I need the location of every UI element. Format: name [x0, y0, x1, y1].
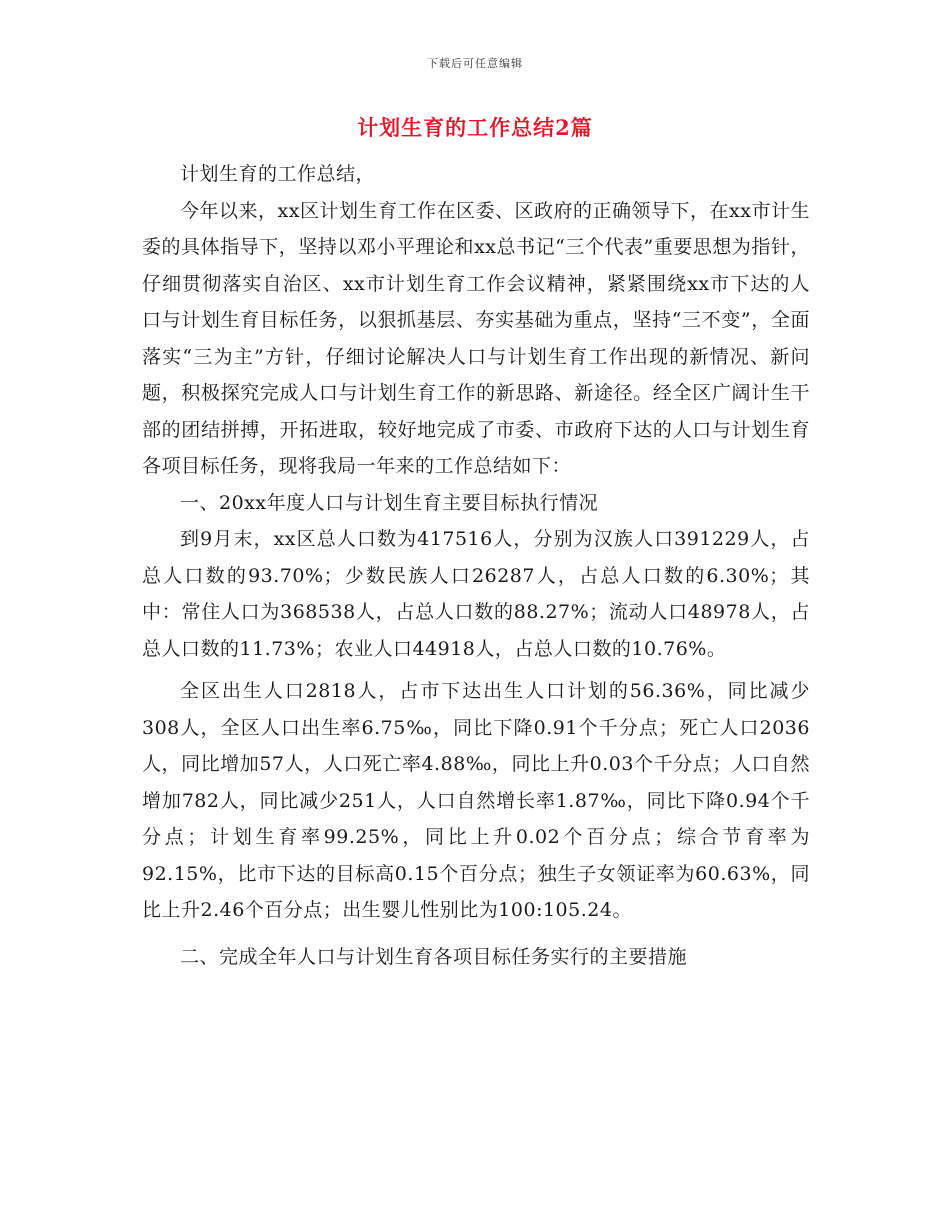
section-heading-1: 一、20xx年度人口与计划生育主要目标执行情况	[180, 491, 599, 514]
section-heading-2: 二、完成全年人口与计划生育各项目标任务实行的主要措施	[180, 945, 688, 968]
document-title: 计划生育的工作总结2篇	[357, 115, 593, 140]
paragraph-population: 到9月末，xx区总人口数为417516人，分别为汉族人口391229人，占总人口数的93.70%；少数民族人口26287人，占总人口数的6.30%；其中：常住人口为368538人，占总人口数的88.27%；流动人口48978人，占总人口数的11.73%；农业人口44918人，占总人口数的10.76%。	[142, 528, 810, 660]
paragraph-birth-stats: 全区出生人口2818人，占市下达出生人口计划的56.36%，同比减少308人，全区人口出生率6.75‰，同比下降0.91个千分点；死亡人口2036人，同比增加57人，人口死亡率4.88‰，同比上升0.03个千分点；人口自然增加782人，同比减少251人，人口自然增长率1.87‰，同比下降0.94个千分点；计划生育率99.25%，同比上升0.02个百分点；综合节育率为92.15%，比市下达的目标高0.15个百分点；独生子女领证率为60.63%，同比上升2.46个百分点；出生婴儿性别比为100:105.24。	[142, 680, 810, 921]
header-note: 下载后可任意编辑	[427, 57, 523, 70]
document-body	[142, 156, 810, 975]
paragraph-intro: 计划生育的工作总结，	[180, 163, 376, 185]
paragraph-summary: 今年以来，xx区计划生育工作在区委、区政府的正确领导下，在xx市计生委的具体指导下，坚持以邓小平理论和xx总书记“三个代表”重要思想为指针，仔细贯彻落实自治区、xx市计划生育工作会议精神，紧紧围绕xx市下达的人口与计划生育目标任务，以狠抓基层、夯实基础为重点，坚持“三不变”，全面落实“三为主”方针，仔细讨论解决人口与计划生育工作出现的新情况、新问题，积极探究完成人口与计划生育工作的新思路、新途径。经全区广阔计生干部的团结拼搏，开拓进取，较好地完成了市委、市政府下达的人口与计划生育各项目标任务，现将我局一年来的工作总结如下：	[142, 199, 810, 477]
